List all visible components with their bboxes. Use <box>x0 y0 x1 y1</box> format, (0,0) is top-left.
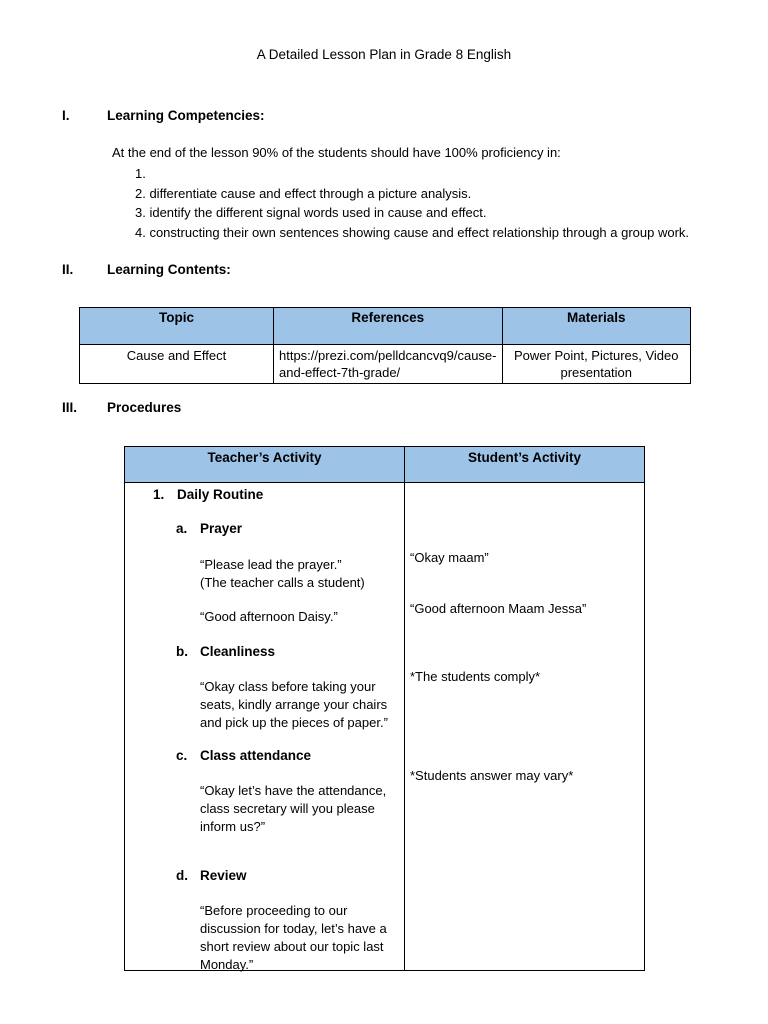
text-line: short review about our topic last <box>200 939 384 954</box>
section-number-2: II. <box>62 262 74 277</box>
text-line: class secretary will you please <box>200 801 375 816</box>
procedures-table <box>124 446 645 971</box>
table-header-row <box>80 308 691 345</box>
review-instruction <box>200 902 387 974</box>
header-students-activity: Student’s Activity <box>405 447 645 483</box>
cell-references <box>274 345 503 384</box>
text-line: “Before proceeding to our <box>200 903 348 918</box>
student-response: *The students comply* <box>410 669 541 684</box>
materials-line: presentation <box>560 365 633 380</box>
competencies-intro: At the end of the lesson 90% of the students should have 100% proficiency in: <box>112 145 561 160</box>
header-topic: Topic <box>80 308 274 345</box>
text-line: discussion for today, let’s have a <box>200 921 387 936</box>
prayer-instruction <box>200 556 365 592</box>
text-line: “Please lead the prayer.” <box>200 557 342 572</box>
header-materials: Materials <box>502 308 691 345</box>
header-teachers-activity: Teacher’s Activity <box>125 447 405 483</box>
student-response: *Students answer may vary* <box>410 768 574 783</box>
reference-link-line[interactable]: and-effect-7th-grade/ <box>279 365 401 380</box>
greeting-line: “Good afternoon Daisy.” <box>200 609 338 624</box>
text-line: “Okay let’s have the attendance, <box>200 783 387 798</box>
text-line: “Okay class before taking your <box>200 679 376 694</box>
routine-heading: Daily Routine <box>177 487 264 502</box>
learning-contents-table <box>79 307 691 384</box>
student-response: “Okay maam” <box>410 550 489 565</box>
item-letter-a: a. <box>176 521 188 536</box>
section-heading-procedures: Procedures <box>107 400 182 415</box>
text-line: inform us?” <box>200 819 266 834</box>
header-references: References <box>274 308 503 345</box>
table-row <box>80 345 691 384</box>
attendance-heading: Class attendance <box>200 748 312 763</box>
cleanliness-instruction <box>200 678 388 732</box>
table-header-row <box>125 447 645 483</box>
section-heading-learning-competencies: Learning Competencies: <box>107 108 265 123</box>
materials-line: Power Point, Pictures, Video <box>513 348 679 363</box>
text-line: Monday.” <box>200 957 254 972</box>
text-line: (The teacher calls a student) <box>200 575 365 590</box>
section-number-1: I. <box>62 108 70 123</box>
student-response: “Good afternoon Maam Jessa” <box>410 601 587 616</box>
competencies-list <box>135 164 689 243</box>
competency-item: 1. <box>135 166 146 181</box>
table-row <box>125 483 645 971</box>
section-heading-learning-contents: Learning Contents: <box>107 262 231 277</box>
cell-topic: Cause and Effect <box>80 345 274 384</box>
attendance-instruction <box>200 782 386 836</box>
cell-materials <box>502 345 691 384</box>
cleanliness-heading: Cleanliness <box>200 644 276 659</box>
document-title: A Detailed Lesson Plan in Grade 8 English <box>256 47 512 62</box>
teacher-activity-cell <box>125 483 405 971</box>
text-line: and pick up the pieces of paper.” <box>200 715 388 730</box>
routine-number: 1. <box>153 487 165 502</box>
competency-item: 4. constructing their own sentences showing cause and effect relationship through a group work. <box>135 225 690 241</box>
prayer-heading: Prayer <box>200 521 243 536</box>
student-activity-cell <box>405 483 645 971</box>
section-number-3: III. <box>62 400 78 415</box>
item-letter-c: c. <box>176 748 188 763</box>
text-line: seats, kindly arrange your chairs <box>200 697 388 712</box>
competency-item: 2. differentiate cause and effect through a picture analysis. <box>135 185 472 201</box>
competency-item: 3. identify the different signal words used in cause and effect. <box>135 205 487 221</box>
item-letter-d: d. <box>176 868 188 883</box>
item-letter-b: b. <box>176 644 188 659</box>
review-heading: Review <box>200 868 247 883</box>
reference-link-line[interactable]: https://prezi.com/pelldcancvq9/cause- <box>279 348 497 363</box>
